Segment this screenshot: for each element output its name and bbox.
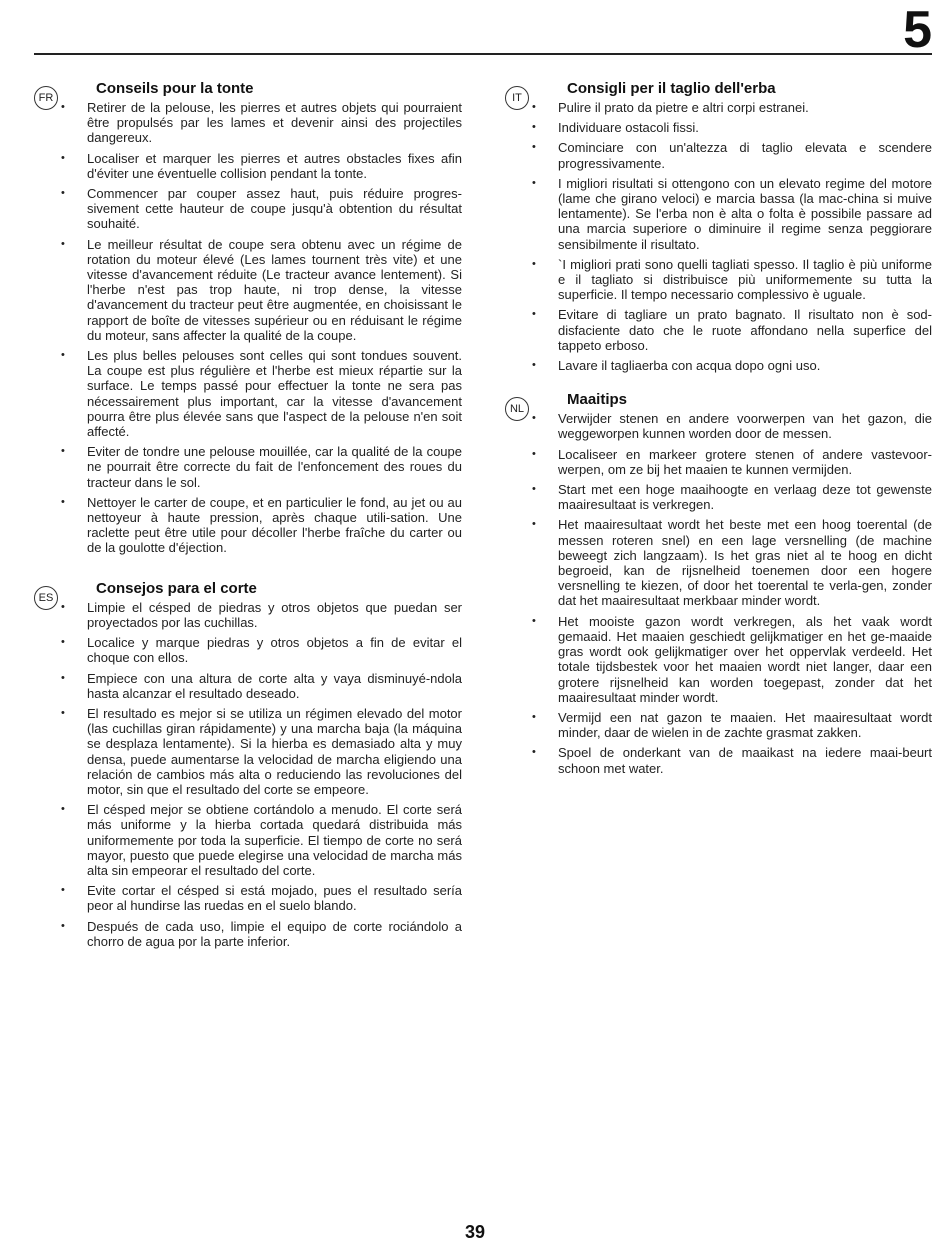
list-item: • Después de cada uso, limpie el equipo de corte rociándolo a chorro de agua por la parte inferior.	[34, 919, 462, 949]
list-item: • Het mooiste gazon wordt verkregen, als het vaak wordt gemaaid. Het maaien geschiedt gelijkmatiger en het ge-maaide gras wordt ook gelijkmatiger over het oppervlak verdeeld. Het totale tijdsbestek voor het maaien wordt niet langer, daar een grotere rijsnelheid kan worden toegepast, zonder dat het maairesultaat minder wordt.	[505, 614, 932, 705]
section-es	[34, 580, 462, 949]
page-number: 39	[464, 1222, 486, 1242]
list-item: • El resultado es mejor si se utiliza un régimen elevado del motor (las cuchillas giran rápidamente) y una marcha baja (la máquina se desplaza lentamente). Si la hierba es demasiado alta y muy densa, puede aumentarse la velocidad de marcha eligiendo una relación de cambios más alta o reduciendo las revoluciones del motor, sin que el resultado del corte se empeore.	[34, 706, 462, 797]
list-item: • Evite cortar el césped si está mojado, pues el resultado sería peor al hundirse las ruedas en el suelo blando.	[34, 883, 462, 913]
list-item: • Nettoyer le carter de coupe, et en particulier le fond, au jet ou au nettoyeur à haute pression, après chaque utili-sation. Une raclette peut être utile pour décoller l'herbe fraîche du carter ou de la goulotte d'éjection.	[34, 495, 462, 556]
list-item: • Localiser et marquer les pierres et autres obstacles fixes afin d'éviter une éventuelle collision pendant la tonte.	[34, 151, 462, 181]
section-title-es: Consejos para el corte	[96, 579, 257, 597]
list-item: • Individuare ostacoli fissi.	[505, 120, 932, 135]
list-item: • Localice y marque piedras y otros objetos a fin de evitar el choque con ellos.	[34, 635, 462, 665]
list-item: • Start met een hoge maaihoogte en verlaag deze tot gewenste maairesultaat is verkregen.	[505, 482, 932, 512]
language-badge-nl-icon: NL	[505, 397, 529, 421]
list-item: • Lavare il tagliaerba con acqua dopo ogni uso.	[505, 358, 932, 373]
tips-list-es	[34, 600, 462, 949]
list-item: • Vermijd een nat gazon te maaien. Het maairesultaat wordt minder, daar de wielen in de zachte grasmat zakken.	[505, 710, 932, 740]
list-item: • Commencer par couper assez haut, puis réduire progres-sivement cette hauteur de coupe jusqu'à obtention du résultat souhaité.	[34, 186, 462, 232]
chapter-number: 5	[903, 1, 932, 59]
list-item: • Pulire il prato da pietre e altri corpi estranei.	[505, 100, 932, 115]
list-item: • Retirer de la pelouse, les pierres et autres objets qui pourraient être propulsés par les lames et devenir ainsi des projectiles dangereux.	[34, 100, 462, 146]
list-item: • I migliori risultati si ottengono con un elevato regime del motore (lame che girano veloci) e marcia bassa (la mac-china si muive lentamente). Se l'erba non è alta o folta è possibile passare ad una marcia superiore o diminuire il regime senza peggiorare sensibilmente il risultato.	[505, 176, 932, 252]
list-item: • Limpie el césped de piedras y otros objetos que puedan ser proyectados por las cuchillas.	[34, 600, 462, 630]
list-item: • Les plus belles pelouses sont celles qui sont tondues souvent. La coupe est plus régulière et l'herbe est mieux répartie sur la surface. Le temps passé pour effectuer la tonte ne sera pas nécessairement plus important, car la vitesse d'avancement pourra être plus élevée sans que l'aspect de la pelouse n'en soit affecté.	[34, 348, 462, 439]
section-title-it: Consigli per il taglio dell'erba	[567, 80, 776, 97]
language-badge-es-icon: ES	[34, 586, 58, 610]
list-item: • Empiece con una altura de corte alta y vaya disminuyé-ndola hasta alcanzar el resultado deseado.	[34, 671, 462, 701]
list-item: • Spoel de onderkant van de maaikast na iedere maai-beurt schoon met water.	[505, 745, 932, 775]
list-item: • Cominciare con un'altezza di taglio elevata e scendere progressivamente.	[505, 140, 932, 170]
list-item: • `I migliori prati sono quelli tagliati spesso. Il taglio è più uniforme e il tagliato si distribuisce più uniformemente su tutta la superficie. Il tempo necessario complessivo è uguale.	[505, 257, 932, 303]
tips-list-fr	[34, 100, 462, 556]
section-fr	[34, 80, 462, 556]
section-title-nl: Maaitips	[567, 391, 628, 409]
list-item: • El césped mejor se obtiene cortándolo a menudo. El corte será más uniforme y la hierba cortada quedará distribuida más uniformemente por toda la superficie. El tiempo de corte no será mayor, puesto que puede elegirse una velocidad de marcha más alta sin empeorar el resultado del corte.	[34, 802, 462, 878]
language-badge-it-icon: IT	[505, 86, 529, 110]
list-item: • Eviter de tondre une pelouse mouillée, car la qualité de la coupe ne pourrait être correcte du fait de l'enfoncement des roues du tracteur dans le sol.	[34, 444, 462, 490]
list-item: • Le meilleur résultat de coupe sera obtenu avec un régime de rotation du moteur élevé (Les lames tournent très vite) et une vitesse d'avancement réduite (Le tracteur avance lentement). Si l'herbe n'est pas trop haute, ni trop dense, la vitesse d'avancement du tracteur peut être augmentée, en choisissant le rapport de boîte de vitesses supérieur ou en réduisant le régime du moteur, sans affecter la qualité de la coupe.	[34, 237, 462, 343]
tips-list-nl	[505, 411, 932, 775]
section-title-fr: Conseils pour la tonte	[96, 80, 254, 97]
language-badge-fr-icon: FR	[34, 86, 58, 110]
list-item: • Het maairesultaat wordt het beste met een hoog toerental (de messen roteren snel) en een lage versnelling (de machine beweegt zich langzaam). Is het gras niet al te hoog en dicht begroeid, kan de rijsnelheid toenemen door een hogere versnelling te kiezen, of door het toerental te verla-gen, zonder dat het maairesultaat merkbaar minder wordt.	[505, 517, 932, 608]
list-item: • Localiseer en markeer grotere stenen of andere vastevoor-werpen, om ze bij het maaien te kunnen vermijden.	[505, 447, 932, 477]
tips-list-it	[505, 100, 932, 373]
header-rule	[34, 53, 932, 55]
left-column	[34, 80, 462, 967]
right-column	[505, 80, 932, 794]
section-nl	[505, 391, 932, 775]
section-it	[505, 80, 932, 373]
list-item: • Evitare di tagliare un prato bagnato. Il risultato non è sod-disfaciente dato che le ruote affondano nella superfice del tappeto erboso.	[505, 307, 932, 353]
list-item: • Verwijder stenen en andere voorwerpen van het gazon, die weggeworpen kunnen worden door de messen.	[505, 411, 932, 441]
